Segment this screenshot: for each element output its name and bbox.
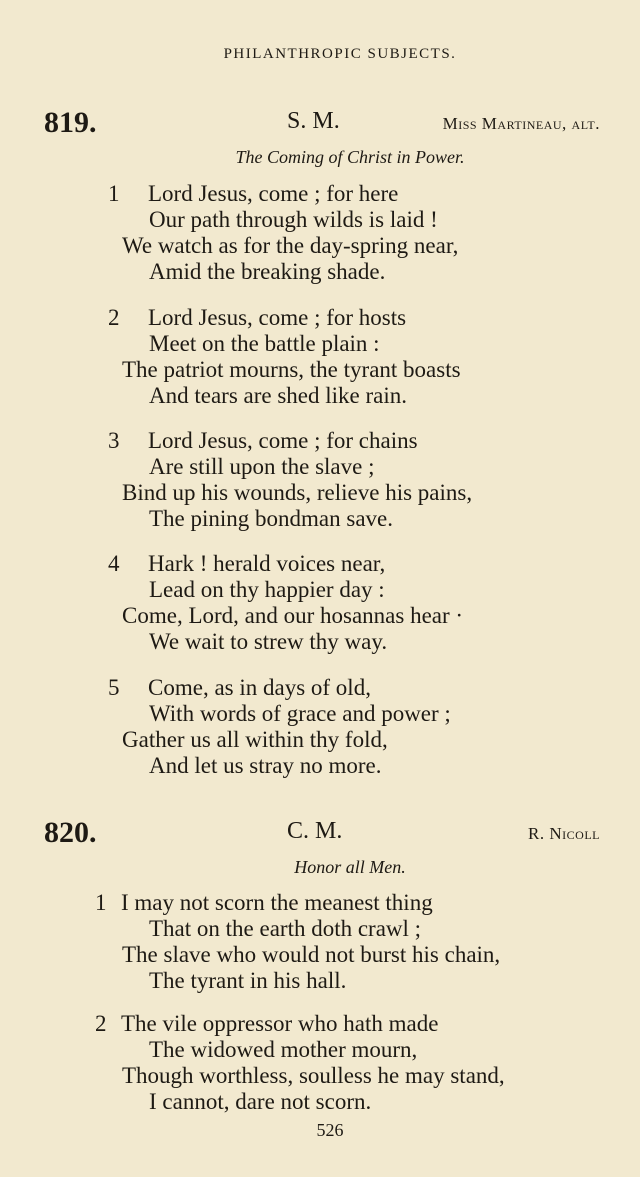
verse-number: 5	[108, 675, 120, 700]
hymn-title: The Coming of Christ in Power.	[235, 147, 465, 167]
hymn-number: 820.	[44, 816, 97, 849]
verse-line: The widowed mother mourn,	[149, 1037, 418, 1062]
hymn-author: Miss Martineau, alt.	[442, 114, 600, 133]
verse-line: Though worthless, soulless he may stand,	[122, 1063, 505, 1088]
verse-line: With words of grace and power ;	[149, 701, 451, 726]
verse-line: The tyrant in his hall.	[149, 968, 347, 993]
verse-line: And tears are shed like rain.	[149, 383, 408, 408]
verse-line: That on the earth doth crawl ;	[149, 916, 422, 941]
hymn-number: 819.	[44, 106, 97, 139]
verse-line: Come, as in days of old,	[148, 675, 371, 700]
verse-number: 2	[108, 305, 120, 330]
verse-line: We wait to strew thy way.	[149, 629, 388, 654]
verse-line: I cannot, dare not scorn.	[149, 1089, 372, 1114]
verse-line: The pining bondman save.	[149, 506, 394, 531]
verse-line: Our path through wilds is laid !	[149, 207, 438, 232]
verse-line: Lord Jesus, come ; for here	[148, 181, 399, 206]
verse-line: Lord Jesus, come ; for hosts	[148, 305, 407, 330]
verse-line: Come, Lord, and our hosannas hear ·	[122, 603, 464, 628]
hymn-header	[0, 106, 640, 142]
verse-line: Lead on thy happier day :	[149, 577, 385, 602]
hymn-header	[0, 816, 640, 852]
verse-line: Gather us all within thy fold,	[122, 727, 388, 752]
verse-line: Meet on the battle plain :	[149, 331, 380, 356]
page-number: 526	[316, 1120, 344, 1140]
hymn-meter: S. M.	[287, 108, 340, 134]
hymn-meter: C. M.	[287, 818, 343, 844]
verse-line: Lord Jesus, come ; for chains	[148, 428, 418, 453]
verse-line: Bind up his wounds, relieve his pains,	[122, 480, 473, 505]
verse-line: The vile oppressor who hath made	[121, 1011, 439, 1036]
verse-line: The patriot mourns, the tyrant boasts	[122, 357, 461, 382]
verse-line: The slave who would not burst his chain,	[122, 942, 501, 967]
verse-number: 3	[108, 428, 120, 453]
verse-number: 2	[95, 1011, 107, 1036]
hymn-author: R. Nicoll	[528, 824, 600, 843]
verse-line: Hark ! herald voices near,	[148, 551, 386, 576]
verse-line: Are still upon the slave ;	[149, 454, 375, 479]
verse-line: Amid the breaking shade.	[149, 259, 386, 284]
verse-number: 1	[95, 890, 107, 915]
verse-number: 1	[108, 181, 120, 206]
hymn-title: Honor all Men.	[294, 857, 406, 877]
verse-line: I may not scorn the meanest thing	[121, 890, 433, 915]
running-head: PHILANTHROPIC SUBJECTS.	[223, 46, 457, 62]
verse-line: And let us stray no more.	[149, 753, 382, 778]
verse-line: We watch as for the day-spring near,	[122, 233, 459, 258]
verse-number: 4	[108, 551, 120, 576]
